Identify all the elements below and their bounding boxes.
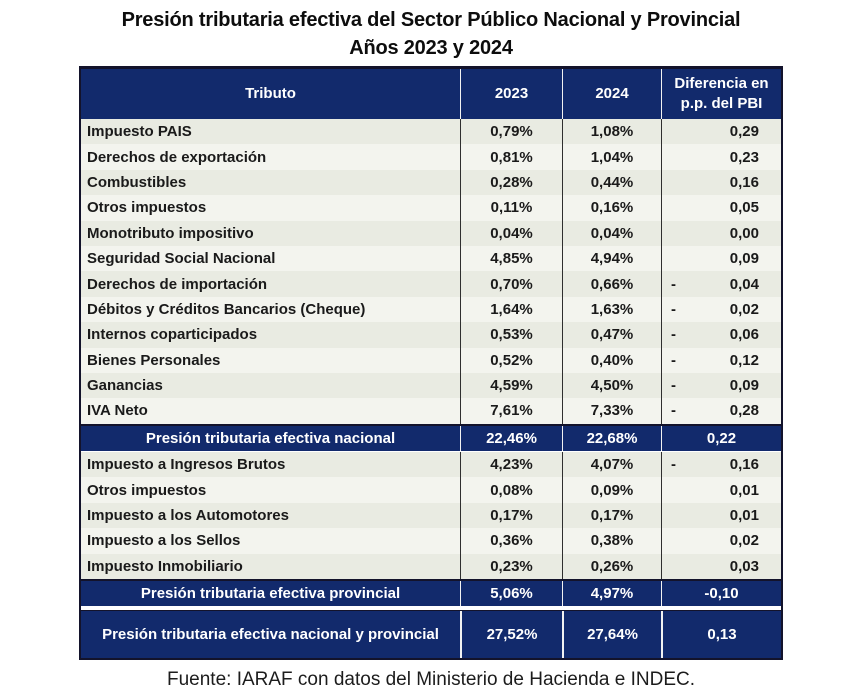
value-2024-cell: 1,08%	[562, 119, 661, 144]
value-2024-cell: 1,63%	[562, 297, 661, 322]
diff-value: 0,05	[729, 199, 759, 217]
diff-value: 0,04	[729, 275, 759, 293]
col-header-diferencia-line2: p.p. del PBI	[680, 95, 763, 112]
table-row	[81, 503, 781, 528]
figure-title	[0, 0, 862, 62]
diff-cell	[661, 503, 781, 528]
table-row	[81, 528, 781, 553]
value-2023-cell: 0,79%	[460, 119, 562, 144]
total-label: Presión tributaria efectiva nacional	[145, 429, 396, 447]
diff-value: 0,12	[729, 351, 759, 369]
value-2024-cell: 4,50%	[562, 373, 661, 398]
value-2023-cell: 4,59%	[460, 373, 562, 398]
tributo-cell: Internos coparticipados	[87, 326, 258, 344]
table-row	[81, 195, 781, 220]
table-row	[81, 271, 781, 296]
table-row	[81, 348, 781, 373]
diff-cell	[661, 170, 781, 195]
diff-cell	[661, 271, 781, 296]
value-2024-cell: 0,47%	[562, 322, 661, 347]
tributo-cell: Ganancias	[87, 377, 163, 395]
provincial-rows-section	[81, 452, 781, 579]
value-2023-cell: 0,23%	[460, 554, 562, 579]
tributo-cell: Monotributo impositivo	[87, 224, 254, 242]
diff-value: 0,02	[729, 300, 759, 318]
col-header-diferencia	[661, 69, 781, 119]
value-2024-cell: 0,66%	[562, 271, 661, 296]
value-2023-cell: 4,23%	[460, 452, 562, 477]
tributo-cell: IVA Neto	[87, 402, 148, 420]
value-2023-cell: 1,64%	[460, 297, 562, 322]
combined-total-row	[81, 610, 781, 658]
diff-value: 0,01	[729, 507, 759, 525]
value-2023-cell: 0,81%	[460, 144, 562, 169]
diff-cell	[661, 221, 781, 246]
value-2024-cell: 0,04%	[562, 221, 661, 246]
value-2023-cell: 0,08%	[460, 477, 562, 502]
tributo-cell: Impuesto Inmobiliario	[87, 557, 243, 575]
diff-value: 0,01	[729, 481, 759, 499]
table-row	[81, 297, 781, 322]
value-2023-cell: 7,61%	[460, 398, 562, 423]
diff-value: 0,23	[729, 148, 759, 166]
table-header-row	[81, 69, 781, 119]
table-row	[81, 170, 781, 195]
total-label: Presión tributaria efectiva provincial	[140, 585, 401, 603]
provincial-total-row	[81, 579, 781, 607]
diff-value: 0,09	[729, 250, 759, 268]
total-2024-value: 27,64%	[562, 611, 661, 658]
negative-sign: -	[671, 402, 676, 420]
col-header-2023: 2023	[460, 69, 562, 119]
diff-cell	[661, 297, 781, 322]
negative-sign: -	[671, 456, 676, 474]
negative-sign: -	[671, 326, 676, 344]
diff-value: 0,06	[729, 326, 759, 344]
table-row	[81, 322, 781, 347]
total-2024-value: 22,68%	[562, 426, 661, 451]
total-diff-value: 0,13	[661, 611, 781, 658]
source-note: Fuente: IARAF con datos del Ministerio de Hacienda e INDEC.	[166, 669, 696, 690]
table-row	[81, 221, 781, 246]
tributo-cell: Combustibles	[87, 173, 187, 191]
col-header-diferencia-line1: Diferencia en	[674, 75, 769, 92]
tributo-cell: Otros impuestos	[87, 199, 207, 217]
tributo-cell: Impuesto PAIS	[87, 123, 192, 141]
value-2024-cell: 0,17%	[562, 503, 661, 528]
tributo-cell: Derechos de exportación	[87, 148, 267, 166]
tributo-cell: Impuesto a los Sellos	[87, 532, 241, 550]
total-2023-value: 22,46%	[460, 426, 562, 451]
diff-cell	[661, 195, 781, 220]
tributo-cell: Bienes Personales	[87, 351, 221, 369]
value-2024-cell: 1,04%	[562, 144, 661, 169]
diff-cell	[661, 477, 781, 502]
value-2023-cell: 0,53%	[460, 322, 562, 347]
total-2023-value: 27,52%	[460, 611, 562, 658]
diff-cell	[661, 144, 781, 169]
value-2023-cell: 4,85%	[460, 246, 562, 271]
diff-value: 0,28	[729, 402, 759, 420]
tributo-cell: Otros impuestos	[87, 481, 207, 499]
table-row	[81, 554, 781, 579]
value-2023-cell: 0,28%	[460, 170, 562, 195]
value-2023-cell: 0,17%	[460, 503, 562, 528]
title-line2: Años 2023 y 2024	[349, 37, 513, 59]
total-diff-value: -0,10	[661, 581, 781, 606]
total-2024-value: 4,97%	[562, 581, 661, 606]
tax-pressure-table	[79, 66, 783, 660]
diff-value: 0,02	[729, 532, 759, 550]
col-header-tributo: Tributo	[245, 85, 296, 102]
diff-cell	[661, 119, 781, 144]
diff-cell	[661, 348, 781, 373]
diff-value: 0,00	[729, 224, 759, 242]
diff-value: 0,09	[729, 377, 759, 395]
table-row	[81, 452, 781, 477]
table-row	[81, 398, 781, 423]
diff-cell	[661, 554, 781, 579]
tributo-cell: Seguridad Social Nacional	[87, 250, 276, 268]
table-row	[81, 373, 781, 398]
table-row	[81, 246, 781, 271]
diff-cell	[661, 528, 781, 553]
tributo-cell: Impuesto a Ingresos Brutos	[87, 456, 286, 474]
diff-value: 0,16	[729, 173, 759, 191]
national-rows-section	[81, 119, 781, 424]
diff-cell	[661, 452, 781, 477]
total-2023-value: 5,06%	[460, 581, 562, 606]
value-2024-cell: 0,40%	[562, 348, 661, 373]
value-2023-cell: 0,52%	[460, 348, 562, 373]
value-2024-cell: 4,07%	[562, 452, 661, 477]
diff-cell	[661, 246, 781, 271]
title-line1: Presión tributaria efectiva del Sector Público Nacional y Provincial	[121, 9, 741, 31]
value-2024-cell: 0,16%	[562, 195, 661, 220]
value-2023-cell: 0,04%	[460, 221, 562, 246]
negative-sign: -	[671, 377, 676, 395]
value-2024-cell: 0,38%	[562, 528, 661, 553]
value-2024-cell: 4,94%	[562, 246, 661, 271]
tributo-cell: Débitos y Créditos Bancarios (Cheque)	[87, 300, 366, 318]
value-2023-cell: 0,11%	[460, 195, 562, 220]
diff-value: 0,29	[729, 123, 759, 141]
value-2023-cell: 0,36%	[460, 528, 562, 553]
diff-value: 0,03	[729, 557, 759, 575]
value-2024-cell: 7,33%	[562, 398, 661, 423]
value-2024-cell: 0,26%	[562, 554, 661, 579]
national-total-row	[81, 424, 781, 452]
table-row	[81, 119, 781, 144]
value-2024-cell: 0,09%	[562, 477, 661, 502]
diff-cell	[661, 322, 781, 347]
tributo-cell: Derechos de importación	[87, 275, 268, 293]
value-2023-cell: 0,70%	[460, 271, 562, 296]
diff-cell	[661, 373, 781, 398]
tributo-cell: Impuesto a los Automotores	[87, 507, 289, 525]
negative-sign: -	[671, 300, 676, 318]
total-diff-value: 0,22	[661, 426, 781, 451]
value-2024-cell: 0,44%	[562, 170, 661, 195]
table-row	[81, 144, 781, 169]
diff-cell	[661, 398, 781, 423]
diff-value: 0,16	[729, 456, 759, 474]
negative-sign: -	[671, 351, 676, 369]
total-label: Presión tributaria efectiva nacional y provincial	[102, 626, 439, 644]
col-header-2024: 2024	[562, 69, 661, 119]
negative-sign: -	[671, 275, 676, 293]
table-row	[81, 477, 781, 502]
